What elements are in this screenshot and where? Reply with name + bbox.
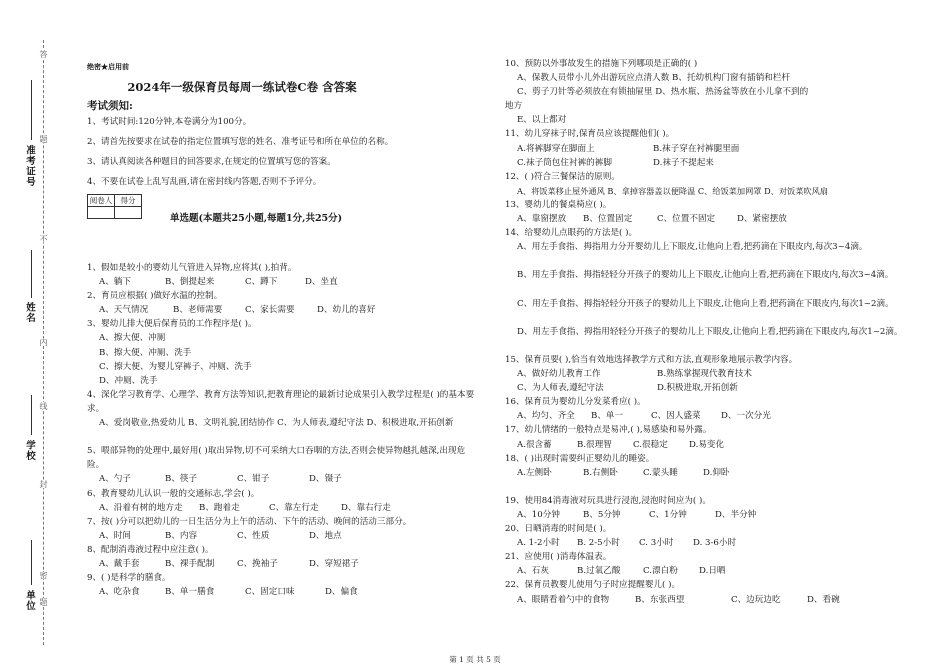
field-line-exam-number[interactable]: [31, 80, 32, 140]
option[interactable]: B、位置固定: [583, 214, 633, 225]
option[interactable]: C、蹲下: [245, 277, 278, 288]
option[interactable]: B.右侧卧: [583, 467, 618, 478]
question-stem: 5、喂部异物的处理中,最好用( )取出异物,切不可采纳大口吞咽的方法,否则会使异物越扎越深,出现危险。: [87, 446, 466, 471]
score-table: [87, 194, 142, 219]
question-stem: 16、保育员为婴幼儿分发菜肴应( )。: [505, 397, 646, 408]
question-column-left: [87, 261, 482, 599]
option[interactable]: B.熟练掌握现代教育技术: [657, 369, 752, 380]
score-cell[interactable]: [115, 207, 142, 219]
option[interactable]: D、幼儿的喜好: [317, 305, 376, 316]
option[interactable]: D.袜子不提起来: [653, 157, 714, 168]
question-stem: 19、使用84消毒液对玩具进行浸泡,浸泡时间应为( )。: [505, 495, 711, 506]
option[interactable]: B.过氧乙酸: [577, 566, 621, 577]
option[interactable]: C、为人师表,遵纪守法: [517, 383, 604, 394]
option[interactable]: D.日晒: [699, 566, 726, 577]
question-stem: 6、教育婴幼儿认识一般的交通标志,学会( )。: [87, 488, 260, 499]
question-stem: 7、按( )分可以把幼儿的一日生活分为上午的活动、下午的活动、晚间的活动三部分。: [87, 516, 412, 527]
question-stem: 8、配制消毒液过程中应注意( )。: [87, 544, 214, 555]
option[interactable]: D、镊子: [309, 474, 342, 485]
option[interactable]: D.易变化: [689, 439, 725, 450]
option[interactable]: A、石灰: [517, 566, 549, 577]
question-stem: 15、保育员要( ),恰当有效地选择教学方式和方法,直观形象地展示教学内容。: [505, 354, 798, 365]
option[interactable]: A、躺下: [99, 277, 131, 288]
field-label-name: 姓名: [24, 302, 35, 323]
options-row: [505, 536, 910, 550]
grader-header: 阅卷人: [88, 195, 115, 207]
option[interactable]: B、跑着走: [199, 502, 240, 513]
option-line[interactable]: C、用左手食指、拇指轻轻分开孩子的婴幼儿上下眼皮,让他向上看,把药滴在下眼皮内,每次1~2滴。: [517, 298, 894, 309]
option[interactable]: B、倒提起来: [165, 277, 215, 288]
binding-mark: 内: [39, 338, 48, 346]
question-stem: 9、( )是科学的膳食。: [87, 573, 171, 584]
option-line[interactable]: A、用左手食指、拇指用力分开婴幼儿上下眼皮,让他向上看,把药滴在下眼皮内,每次3~4滴。: [517, 242, 868, 253]
options-row: [87, 529, 482, 543]
option[interactable]: C、挽袖子: [237, 558, 278, 569]
binding-mark: 题: [39, 135, 48, 143]
question-stem: 3、婴幼儿排大便后保育员的工作程序是( )。: [87, 319, 257, 330]
page-title: 2024年一级保育员每周一练试卷C卷 含答案: [127, 80, 357, 94]
field-line-school[interactable]: [31, 395, 32, 435]
binding-mark: 密: [39, 571, 48, 579]
option[interactable]: B.很理智: [577, 439, 612, 450]
option-line[interactable]: A、保教人员带小儿外出游玩应点清人数 B、托幼机构门窗有插销和栏杆: [517, 73, 791, 84]
option-line[interactable]: C、剪子刀针等必须放在有锁抽屉里 D、热水瓶、热汤盆等放在小儿拿不到的: [517, 87, 809, 98]
option[interactable]: C、1分钟: [649, 510, 687, 520]
option[interactable]: A、10分钟: [517, 510, 560, 520]
option[interactable]: B、东张西望: [635, 594, 685, 605]
secret-mark: 绝密★启用前: [87, 62, 129, 71]
question-stem: 20、日晒消毒的时间是( )。: [505, 524, 612, 535]
option[interactable]: C、因人盛菜: [651, 411, 701, 422]
option[interactable]: C、钳子: [237, 474, 270, 485]
question-stem: 14、给婴幼儿点眼药的方法是( )。: [505, 228, 638, 239]
option[interactable]: A、均匀、齐全: [517, 411, 575, 422]
option-line[interactable]: 地方: [505, 101, 523, 112]
field-line-unit[interactable]: [31, 540, 32, 585]
binding-mark: 题: [39, 598, 48, 606]
section-title: 单选题(本题共25小题,每题1分,共25分): [170, 213, 343, 224]
option[interactable]: C、固定口味: [245, 587, 295, 598]
options-row: [87, 557, 482, 571]
options-row: [505, 142, 910, 156]
option[interactable]: D、穿短裙子: [309, 558, 359, 569]
option[interactable]: A.将裤脚穿在脚面上: [517, 143, 595, 154]
question-stem: 17、幼儿情绪的一般特点是易冲,( ),易感染和易外露。: [505, 425, 712, 436]
field-label-unit: 单位: [24, 590, 35, 611]
options-row: [505, 381, 910, 395]
binding-mark: 线: [39, 402, 48, 410]
instructions-heading: 考试须知:: [87, 100, 133, 112]
option[interactable]: D、偏食: [325, 587, 358, 598]
option-line[interactable]: B、用左手食指、拇指轻轻分开孩子的婴幼儿上下眼皮,让他向上看,把药滴在下眼皮内,每次3~4滴。: [517, 270, 894, 281]
page-number: 第 1 页 共 5 页: [449, 655, 501, 664]
option[interactable]: A.左侧卧: [517, 467, 552, 478]
question-stem: 21、应使用( )消毒体温表。: [505, 552, 612, 563]
option[interactable]: C.蒙头睡: [643, 467, 678, 478]
options-row: [87, 585, 482, 599]
question-stem: 4、深化学习教育学、心理学、教育方法等知识,把教育理论的最新讨论成果引入教学过程是( )的基本要求。: [87, 389, 475, 414]
question-stem: 10、预防以外事故发生的措施下列哪项是正确的( ): [505, 59, 698, 69]
option[interactable]: D、看碗: [807, 594, 840, 605]
field-label-exam-number: 准考证号: [24, 145, 35, 187]
option[interactable]: D、一次分光: [721, 411, 771, 422]
options-row: [505, 466, 910, 480]
instruction-item: 2、请首先按要求在试卷的指定位置填写您的姓名、准考证号和所在单位的名称。: [87, 137, 394, 147]
option[interactable]: B、擦大便、冲厕、洗手: [99, 347, 192, 358]
options-row: [87, 275, 482, 289]
option[interactable]: C. 3小时: [639, 538, 674, 549]
option[interactable]: A、戴手套: [99, 558, 140, 569]
binding-mark: 不: [39, 235, 48, 243]
option[interactable]: D、紧密摆放: [737, 214, 787, 225]
question-stem: 18、( )出现时需要纠正婴幼儿的睡姿。: [505, 453, 655, 464]
question-stem: 13、婴幼儿的餐桌椅应( )。: [505, 199, 612, 210]
options-row: [505, 409, 910, 423]
option[interactable]: B、老师需要: [173, 305, 223, 316]
options-row: [505, 593, 910, 607]
option-line[interactable]: E、以上都对: [517, 115, 567, 126]
option[interactable]: A、做好幼儿教育工作: [517, 369, 601, 380]
option[interactable]: A、时间: [99, 530, 131, 541]
option[interactable]: D、半分钟: [715, 510, 757, 520]
option-line[interactable]: D、用左手食指、拇指用轻轻分开孩子的婴幼儿上下眼皮,让他向上看,把药滴在下眼皮内,每次1~2滴。: [517, 326, 903, 337]
option[interactable]: A、靠窗摆放: [517, 214, 567, 225]
option[interactable]: D、靠右行走: [341, 502, 391, 513]
options-row: [87, 303, 482, 317]
option[interactable]: B、裸手配制: [165, 558, 215, 569]
grader-cell[interactable]: [88, 207, 115, 219]
binding-mark: 答: [39, 50, 48, 58]
option[interactable]: A、勺子: [99, 474, 131, 485]
option[interactable]: B、单一: [591, 411, 624, 422]
option[interactable]: C、边玩边吃: [731, 594, 781, 605]
options-row: [505, 156, 910, 170]
option[interactable]: D. 3-6小时: [693, 538, 737, 549]
options-row: [505, 564, 910, 578]
question-stem: 22、保育员教婴儿使用勺子时应提醒婴儿( )。: [505, 580, 681, 591]
instruction-item: 3、请认真阅读各种题目的回答要求,在规定的位置填写您的答案。: [87, 157, 336, 167]
option[interactable]: C、性质: [237, 530, 270, 541]
option[interactable]: D、坐直: [305, 277, 338, 288]
options-row: [505, 508, 910, 522]
option[interactable]: C、擦大便、为婴儿穿裤子、冲厕、洗手: [99, 361, 252, 372]
option[interactable]: A、天气情况: [99, 305, 149, 316]
option[interactable]: A.很含蓄: [517, 439, 552, 450]
option[interactable]: D.仰卧: [703, 467, 730, 478]
question-stem: 11、幼儿穿袜子时,保育员应该提醒他们( )。: [505, 129, 675, 140]
option[interactable]: A、眼睛看着勺中的食物: [517, 594, 610, 605]
options-text[interactable]: A、将饭菜移止屋外通风 B、拿掉容器盖以便降温 C、给饭菜加网罩 D、对饭菜吹风扇: [517, 185, 828, 196]
option[interactable]: A. 1-2小时: [517, 538, 560, 549]
options-row: [87, 501, 482, 515]
option[interactable]: D.积极进取,开拓创新: [657, 383, 738, 394]
option[interactable]: A、擦大便、冲厕: [99, 333, 166, 344]
binding-mark: 封: [39, 480, 48, 488]
option[interactable]: C.很稳定: [633, 439, 668, 450]
option[interactable]: C、家长需要: [245, 305, 295, 316]
option[interactable]: A、沿着有树的地方走: [99, 502, 183, 513]
option[interactable]: B、单一膳食: [165, 587, 215, 598]
spacer: [505, 480, 910, 494]
field-line-name[interactable]: [31, 250, 32, 298]
option[interactable]: D、地点: [309, 530, 342, 541]
options-row: [505, 212, 910, 226]
score-header: 得分: [115, 195, 142, 207]
option[interactable]: B、内容: [165, 530, 198, 541]
option[interactable]: C、靠左行走: [269, 502, 319, 513]
option[interactable]: B. 2-5小时: [577, 538, 620, 549]
instruction-item: 4、不要在试卷上乱写乱画,请在密封线内答题,否则不予评分。: [87, 177, 322, 187]
options-row: [87, 472, 482, 486]
field-label-school: 学校: [24, 440, 35, 461]
option[interactable]: B、筷子: [165, 474, 198, 485]
options-row: [505, 438, 910, 452]
options-text[interactable]: A、爱岗敬业,热爱幼儿 B、文明礼貌,团结协作 C、为人师表,遵纪守法 D、积极进取,开拓创新: [99, 418, 454, 429]
option[interactable]: C、位置不固定: [657, 214, 716, 225]
question-column-right: [505, 57, 910, 607]
option[interactable]: D、冲厕、洗手: [99, 375, 158, 386]
option[interactable]: C.漂白粉: [643, 566, 678, 577]
options-row: [505, 367, 910, 381]
option[interactable]: A、吃杂食: [99, 587, 140, 598]
instruction-item: 1、考试时间:120分钟,本卷满分为100分。: [87, 117, 252, 127]
question-stem: 1、假如是较小的婴幼儿气管进入异物,应将其( ),拍背。: [87, 263, 297, 273]
option[interactable]: C.袜子筒包住衬裤的裤脚: [517, 157, 612, 168]
option[interactable]: B.袜子穿在衬裤腿里面: [653, 143, 740, 154]
question-stem: 2、育员应根据( )做好水温的控制。: [87, 291, 223, 302]
option[interactable]: B、5分钟: [583, 510, 621, 520]
question-stem: 12、( )符合三餐保洁的原则。: [505, 171, 620, 182]
